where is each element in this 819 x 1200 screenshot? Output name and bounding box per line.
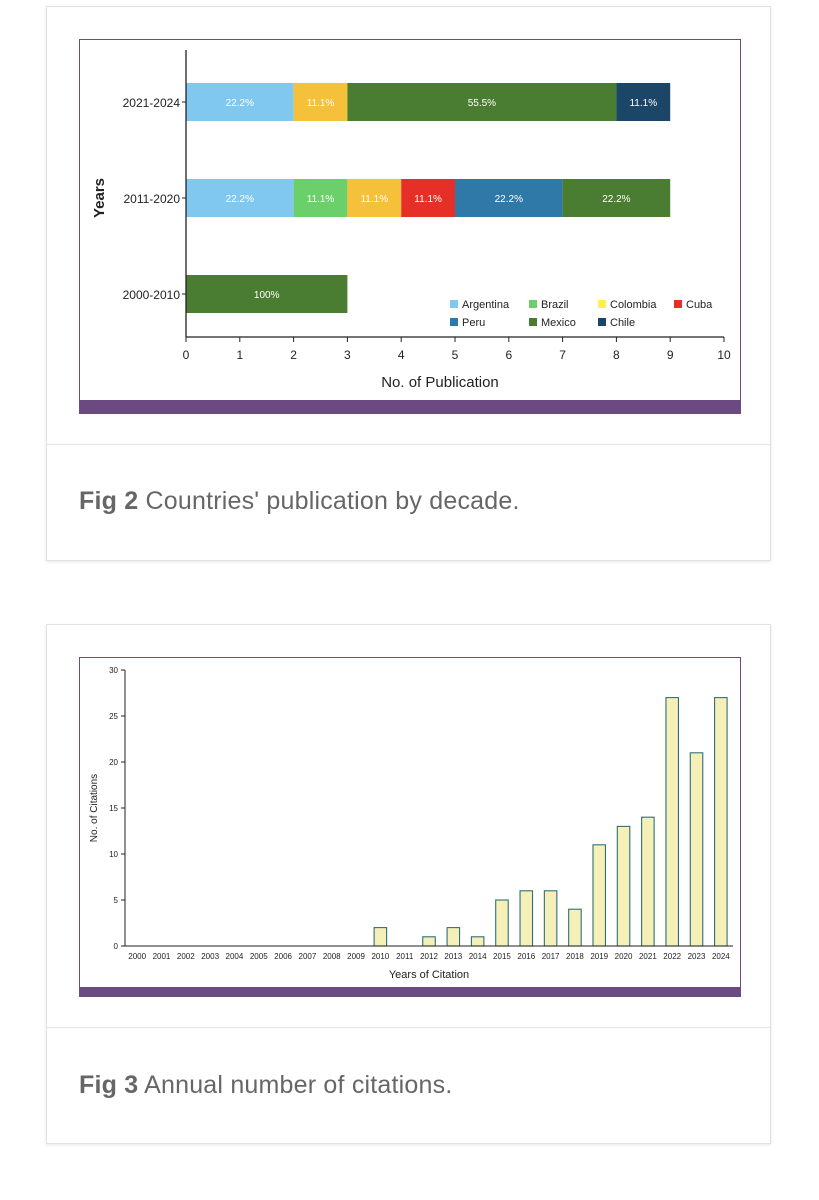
bar-2012 xyxy=(423,937,436,946)
bar-2021 xyxy=(642,817,655,946)
segment-label: 22.2% xyxy=(494,194,523,205)
y-tick-label: 10 xyxy=(109,850,118,859)
bar-2014 xyxy=(471,937,484,946)
legend-label-mexico: Mexico xyxy=(541,317,576,329)
x-axis-title: No. of Publication xyxy=(381,374,499,391)
y-tick-label: 2021-2024 xyxy=(122,96,180,110)
figure-3-label: Fig 3 xyxy=(79,1071,139,1099)
legend-swatch-chile xyxy=(598,318,606,326)
figure-2-divider xyxy=(47,444,770,445)
legend-swatch-argentina xyxy=(450,300,458,308)
bar-2023 xyxy=(690,753,703,946)
x-tick-label: 2024 xyxy=(711,952,730,961)
legend-label-chile: Chile xyxy=(610,317,636,329)
legend-swatch-brazil xyxy=(529,300,537,308)
x-tick-label: 2008 xyxy=(322,952,341,961)
y-tick-label: 30 xyxy=(109,666,118,675)
legend-label-peru: Peru xyxy=(462,317,486,329)
legend-label-argentina: Argentina xyxy=(462,299,510,311)
segment-label: 22.2% xyxy=(602,194,631,205)
bar-2019 xyxy=(593,845,606,946)
segment-label: 11.1% xyxy=(306,194,335,205)
figure-3-card xyxy=(46,624,771,1144)
segment-label: 11.1% xyxy=(414,194,442,205)
y-axis-title: No. of Citations xyxy=(89,773,100,843)
figure-2-card xyxy=(46,6,771,561)
segment-label: 11.1% xyxy=(629,98,658,109)
y-tick-label: 15 xyxy=(109,804,118,813)
segment-label: 22.2% xyxy=(225,194,254,205)
figure-2-band xyxy=(80,400,740,414)
x-tick-label: 2020 xyxy=(614,952,633,961)
x-tick-label: 2003 xyxy=(201,952,220,961)
x-tick-label: 6 xyxy=(505,348,513,362)
x-tick-label: 4 xyxy=(397,348,405,362)
x-tick-label: 2016 xyxy=(517,952,536,961)
segment-label: 55.5% xyxy=(467,98,497,109)
legend-label-colombia: Colombia xyxy=(610,299,657,311)
figure-3-caption xyxy=(79,1071,452,1100)
x-tick-label: 1 xyxy=(236,348,244,362)
x-tick-label: 3 xyxy=(344,348,351,362)
legend-swatch-cuba xyxy=(674,300,682,308)
x-tick-label: 2015 xyxy=(493,952,511,961)
x-tick-label: 10 xyxy=(717,348,731,362)
bar-2013 xyxy=(447,928,460,946)
x-tick-label: 2000 xyxy=(128,952,147,961)
x-tick-label: 2013 xyxy=(444,952,463,961)
x-tick-label: 2 xyxy=(290,348,297,362)
publication-by-decade-chart xyxy=(80,40,740,401)
y-tick-label: 2011-2020 xyxy=(123,192,180,206)
bar-2010 xyxy=(374,928,387,946)
x-tick-label: 2014 xyxy=(468,952,487,961)
y-tick-label: 20 xyxy=(109,758,118,767)
x-tick-label: 2018 xyxy=(566,952,584,961)
figure-2-label: Fig 2 xyxy=(79,487,139,515)
x-tick-label: 2006 xyxy=(274,952,292,961)
x-tick-label: 5 xyxy=(451,348,459,362)
x-tick-label: 2007 xyxy=(298,952,317,961)
segment-label: 22.2% xyxy=(225,98,254,109)
y-tick-label: 5 xyxy=(113,896,118,905)
legend-swatch-peru xyxy=(450,318,458,326)
x-tick-label: 2021 xyxy=(638,952,657,961)
legend-swatch-mexico xyxy=(529,318,537,326)
x-tick-label: 2022 xyxy=(663,952,682,961)
bar-2022 xyxy=(666,698,679,946)
annual-citations-chart xyxy=(80,658,740,988)
x-tick-label: 2017 xyxy=(541,952,560,961)
bar-2024 xyxy=(715,698,728,946)
x-tick-label: 2019 xyxy=(590,952,609,961)
figure-3-caption-text: Annual number of citations. xyxy=(144,1071,453,1099)
x-tick-label: 2004 xyxy=(225,952,244,961)
y-tick-label: 2000-2010 xyxy=(122,288,180,302)
bar-2017 xyxy=(544,891,557,946)
x-tick-label: 9 xyxy=(666,348,674,362)
legend-swatch-colombia xyxy=(598,300,606,308)
figure-3-band xyxy=(80,987,740,997)
bar-2018 xyxy=(569,909,582,946)
bar-2015 xyxy=(496,900,509,946)
x-tick-label: 2011 xyxy=(396,952,414,961)
x-tick-label: 2002 xyxy=(176,952,195,961)
segment-label: 11.1% xyxy=(306,98,335,109)
x-tick-label: 0 xyxy=(182,348,190,362)
segment-label: 11.1% xyxy=(360,194,389,205)
y-tick-label: 25 xyxy=(109,712,118,721)
figure-3-divider xyxy=(47,1027,770,1028)
y-tick-label: 0 xyxy=(113,942,118,951)
figure-2-frame xyxy=(79,39,741,414)
x-tick-label: 8 xyxy=(613,348,620,362)
x-tick-label: 7 xyxy=(559,348,566,362)
x-tick-label: 2005 xyxy=(249,952,268,961)
bar-2016 xyxy=(520,891,533,946)
y-axis-title: Years xyxy=(91,177,108,219)
x-tick-label: 2010 xyxy=(371,952,390,961)
x-axis-title: Years of Citation xyxy=(388,969,470,981)
figure-2-caption-text: Countries' publication by decade. xyxy=(145,487,520,515)
figure-3-frame xyxy=(79,657,741,997)
x-tick-label: 2001 xyxy=(152,952,171,961)
x-tick-label: 2009 xyxy=(347,952,365,961)
bar-2020 xyxy=(617,826,630,946)
x-tick-label: 2023 xyxy=(687,952,706,961)
segment-label: 100% xyxy=(253,290,280,301)
x-tick-label: 2012 xyxy=(420,952,438,961)
legend-label-brazil: Brazil xyxy=(541,299,569,311)
legend-label-cuba: Cuba xyxy=(686,299,713,311)
figure-2-caption xyxy=(79,487,520,516)
